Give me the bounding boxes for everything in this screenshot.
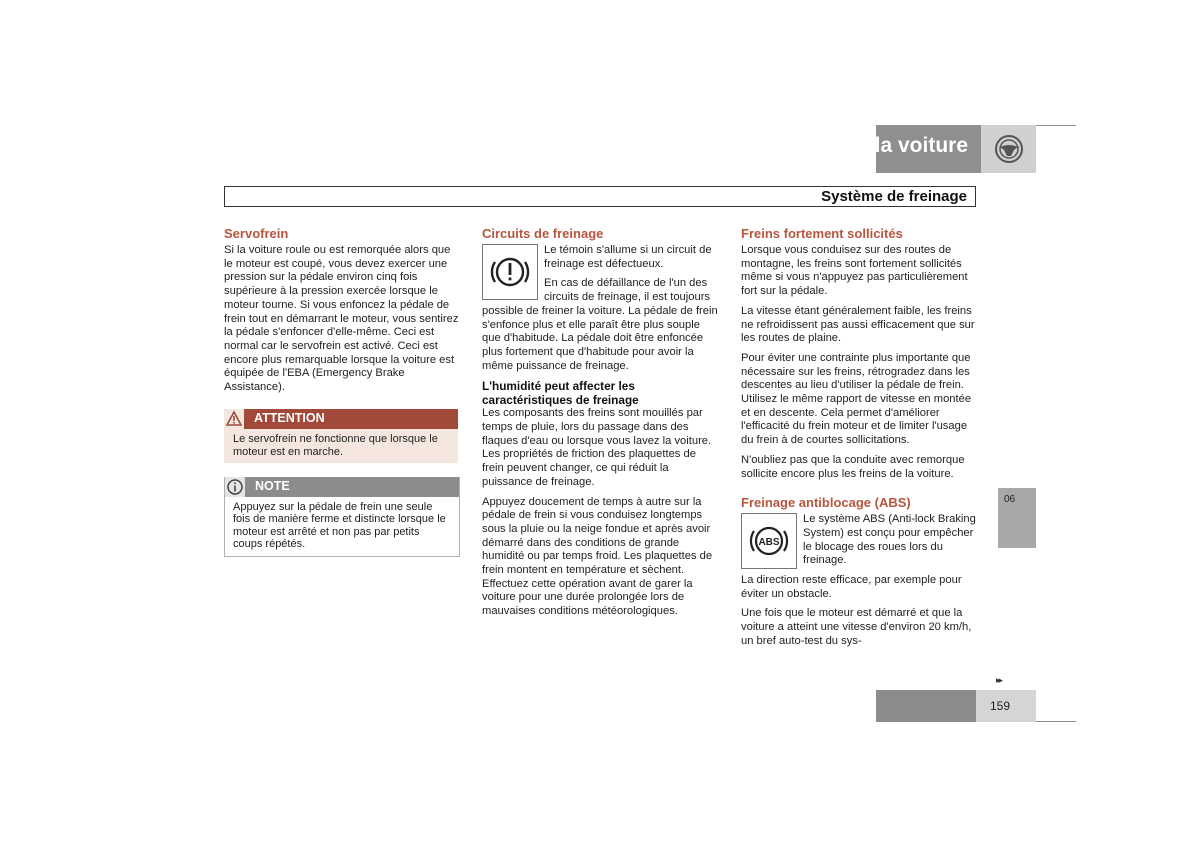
steering-wheel-icon [994,134,1024,164]
circuits-p1: Le témoin s'allume si un circuit de freinage est défectueux. [544,244,712,270]
abs-p2: La direction reste efficace, par exemple pour éviter un obstacle. [741,574,962,600]
freins-p2: La vitesse étant généralement faible, les freins ne refroidissent pas aussi efficacement que sur les routes de plaine. [741,304,975,345]
freins-p4: N'oubliez pas que la conduite avec remorque sollicite encore plus les freins de la voiture. [741,453,965,480]
svg-text:ABS: ABS [758,537,780,549]
freins-p1: Lorsque vous conduisez sur des routes de montagne, les freins sont fortement sollicités même si vous n'appuyez pas particulièrement fort sur la pédale. [741,244,968,298]
note-text: Appuyez sur la pédale de frein une seule fois de manière ferme et distincte lorsque le moteur est arrêté et non pas par petits coups répétés. [233,500,446,550]
abs-icon [746,519,792,563]
servofrein-heading: Servofrein [224,226,289,241]
note-header [225,477,459,497]
header-line [1036,125,1076,126]
page-number-box [976,690,1036,722]
warning-box [224,409,458,463]
warning-icon [224,409,244,429]
page-number: 159 [989,699,1010,713]
column-2 [482,226,718,625]
brake-warning-icon [488,250,532,294]
brake-warning-icon-frame [482,244,538,300]
column-3 [741,226,977,655]
chapter-icon-box [981,125,1036,173]
circuits-p2: En cas de défaillance de l'un des circuits de freinage, il est toujours possible de freiner la voiture. La pédale de frein s'enfonce plus et elle paraît être plus souple que d'habitude. La pédale doit être enfoncée plus fortement que d'habitude pour avoir la même puissance de freinage. [482,277,718,372]
freins-p3: Pour éviter une contrainte plus importante que nécessaire sur les freins, rétrogradez dans les descentes au lieu d'utiliser la pédale de frein. Utilisez le même rapport de vitesse en montée et en descente. Cela permet d'améliorer l'efficacité du frein moteur et de limiter l'usage du frein à de courtes sollicitations. [741,351,972,447]
abs-p1: Le système ABS (Anti-lock Braking System) est conçu pour empêcher le blocage des roues lors du freinage. [803,513,976,567]
section-title: Système de freinage [821,188,967,205]
continue-arrows: ▸▸ [996,675,1002,685]
note-box [224,477,460,558]
footer-line [1036,721,1076,722]
note-label: NOTE [255,478,290,493]
freins-sollicites-heading: Freins fortement sollicités [741,226,903,241]
info-icon [225,477,245,497]
abs-heading: Freinage antiblocage (ABS) [741,495,911,511]
column-1 [224,226,460,557]
footer-bar [876,690,976,722]
warning-text: Le servofrein ne fonctionne que lorsque le moteur est en marche. [224,429,458,463]
chapter-side-tab-label: 06 [1004,494,1016,505]
chapter-side-tab [998,488,1036,548]
warning-label: ATTENTION [254,410,325,425]
servofrein-text: Si la voiture roule ou est remorquée alors que le moteur est coupé, vous devez exercer une pression sur la pédale environ cinq fois supérieure à la pression exercée lorsque le moteur tourne. Si vous enfoncez la pédale de frein tout en démarrant le moteur, vous sentirez la pédale s'enfoncer d'elle-même. Ceci est normal car le servofrein est activé. Ceci est encore plus remarquable lorsque la voiture est équipée de l'EBA (Emergency Brake Assistance). [224,244,459,394]
humidity-subheading: L'humidité peut affecter les caractéristiques de freinage [482,379,639,408]
warning-header [224,409,458,429]
section-title-box [224,186,976,207]
abs-p3: Une fois que le moteur est démarré et que la voiture a atteint une vitesse d'environ 20 km/h, un bref auto-test du sys- [741,607,972,647]
humidity-p2: Appuyez doucement de temps à autre sur la pédale de frein si vous conduisez longtemps sous la pluie ou la neige fondue et après avoir démarré dans des conditions de grande humidité ou par temps froid. Les plaquettes de frein montent en température et sèchent. Effectuez cette opération avant de garer la voiture pour une durée prolongée lors de mauvaises conditions météorologiques. [482,495,713,618]
chapter-title: 06 Démarrage et conduite de la voiture [581,134,968,157]
abs-icon-frame [741,513,797,569]
circuits-heading: Circuits de freinage [482,226,604,241]
humidity-p1: Les composants des freins sont mouillés par temps de pluie, lors du passage dans des flaques d'eau ou lorsque vous lavez la voiture. Les propriétés de friction des plaquettes de frein peuvent changer, ce qui réduit la puissance de freinage. [482,407,712,488]
